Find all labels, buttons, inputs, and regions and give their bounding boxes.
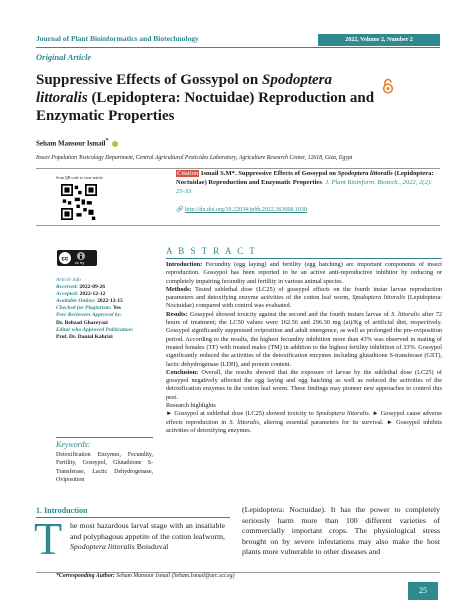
abstract-heading: A B S T R A C T [166, 246, 257, 256]
article-title [36, 71, 381, 125]
editor-label: Editor who Approved Publication: [56, 326, 134, 333]
abstract-conclusion: Conclusion: Overall, the results showed that the exposure of larvae by the sublethal dose (LC25) of gossypol negatively affected the egg laying and egg hatching as well as reduced the activities of the detoxification enzymes in the cotton leaf worm. These findings may pioneer new approaches to control this pest. [166, 368, 442, 401]
plagiarism-check: Yes [112, 305, 121, 312]
research-highlights-label: Research highlights [166, 402, 216, 410]
open-access-lock-icon[interactable] [382, 78, 394, 94]
doi-row [176, 206, 307, 213]
citation-text: Citation Ismail S.M*. Suppressive Effects of Gossypol on Spodoptera littoralis (Lepidoptera: Noctuidae) Reproduction and Enzymatic Properties. J. Plant Bioinform. Biotech., 2022, 2(2): 25-33 [176, 170, 434, 195]
doi-link[interactable]: http://dx.doi.org/10.22034/jpbb.2022.363668.1030 [184, 207, 307, 213]
citation-journal-ref: . J. Plant Bioinform. Biotech., 2022, 2(2): 25-33 [176, 178, 433, 195]
article-info: Article info Received: 2022-09-26 Accepted: 2022-12-12 Available Online: 2022-12-15 Checked for Plagiarism: Yes Peer Reviewers Approved by: Dr. Behzad Ghareyazi Editor who Approved Publication: Prof. Dr. Danial Kahrizi [56, 277, 160, 341]
abstract-introduction: Introduction: Fecundity (egg laying) and fertility (egg hatching) are important components of insect reproduction. Gossypol has been reported to be an active anti-reproductive inhibitor by reducing or completely impairing fecundity and fertility in various animal species. [166, 261, 442, 285]
cc-by-icon[interactable] [57, 250, 97, 266]
article-type: Original Article [36, 52, 92, 62]
svg-text:cc: cc [61, 256, 69, 263]
introduction-left-text: he most hazardous larval stage with an insatiable and polyphagous appetite of the cotton leafworm, Spodoptera littoralis Boisduval [70, 521, 225, 552]
title-suffix: (Lepidoptera: Noctuidae) Reproduction and Enzymatic Properties [36, 90, 375, 124]
title-prefix: Suppressive Effects of Gossypol on [36, 72, 262, 88]
abstract-methods: Methods: Tested sublethal dose (LC25) of gossypol effects on the fourth instar larvae reproduction parameters and detoxifying enzyme activities of the cotton leaf worm, Spodoptera littoralis (Lepidoptera: Noctuidae) compared with control was evaluated. [166, 285, 442, 310]
issue-badge: 2022, Volume 2, Number 2 [318, 34, 440, 46]
reviewer-name: Dr. Behzad Ghareyazi [56, 319, 108, 326]
article-info-heading: Article info [56, 277, 81, 283]
reviewers-label: Peer Reviewers Approved by: [56, 312, 122, 319]
author-affiliation: Insect Population Toxicology Department, Central Agricultural Pesticides Laboratory, Agriculture Research Center, 12618, Giza, Egypt [36, 155, 353, 161]
introduction-heading: 1. Introduction [36, 506, 88, 515]
keywords-heading: Keywords: [56, 440, 91, 449]
editor-name: Prof. Dr. Danial Kahrizi [56, 333, 113, 340]
qr-code-icon[interactable] [61, 184, 97, 220]
received-date: 2022-09-26 [79, 284, 106, 291]
corresponding-author: *Corresponding Author: Seham Mansour Ismail (Seham.Ismail@arc.sci.eg) [56, 573, 235, 579]
scan-qr-label: Scan QR code to view article [56, 175, 103, 180]
abstract-results: Results: Gossypol showed toxicity against the second and the fourth instars larvae of S. littoralis after 72 hours of treatment; the LC50 values were 162.56 and 296.30 mg (ai)/Kg of artificial diet, respectively. Gossypol significantly suppressed oviposition and adult emergence, as well as prolonged the pre-oviposition period. According to the results, the highest fecundity inhibition more than 43% was observed in mating of treated females (TF) with treated males (TM) in addition to the highest fertility inhibition of 33%. Gossypol significantly reduced the activities of the detoxification enzymes including glutathione S-transferase (GST), lactic dehydrogenase (LDH), and protein content. [166, 310, 442, 368]
title-species: Spodoptera littoralis [36, 72, 333, 106]
cc-badge-text: cc by [75, 260, 85, 265]
keywords-list: Detoxification Enzymes, Fecundity, Fertility, Gossypol, Glutathione S-Transferase, Lactic Dehydrogenase, Oviposition [56, 452, 153, 483]
research-highlights: ► Gossypol at sublethal dose (LC25) showed toxicity to Spodoptera littoralis. ► Gossypol cause adverse effects reproduction in S. littoralis, altering essential parameters for its survival. ► Gossypol inhibits activities of detoxifying enzymes. [166, 410, 442, 434]
keywords-divider [56, 437, 153, 438]
available-date: 2022-12-15 [97, 298, 123, 305]
header-divider [36, 47, 440, 48]
page-number: 25 [408, 582, 438, 600]
link-icon: 🔗 [176, 207, 184, 213]
introduction-divider [36, 517, 230, 518]
introduction-right-text: (Lepidoptera: Noctuidae). It has the power to completely seriously harm more than 100 different varieties of commercially important crops. The physiological stress brought on by severe infestations may also make the host plants more vulnerable to other diseases and [242, 505, 440, 557]
drop-cap: T [34, 513, 63, 564]
abstract-divider [166, 258, 442, 259]
journal-name: Journal of Plant Bioinformatics and Biotechnology [36, 34, 199, 43]
author-name[interactable]: Seham Mansour Ismail* [36, 138, 118, 147]
orcid-icon[interactable] [112, 141, 118, 147]
abstract-body [166, 261, 442, 435]
accepted-date: 2022-12-12 [79, 291, 106, 298]
citation-label: Citation [177, 170, 199, 177]
